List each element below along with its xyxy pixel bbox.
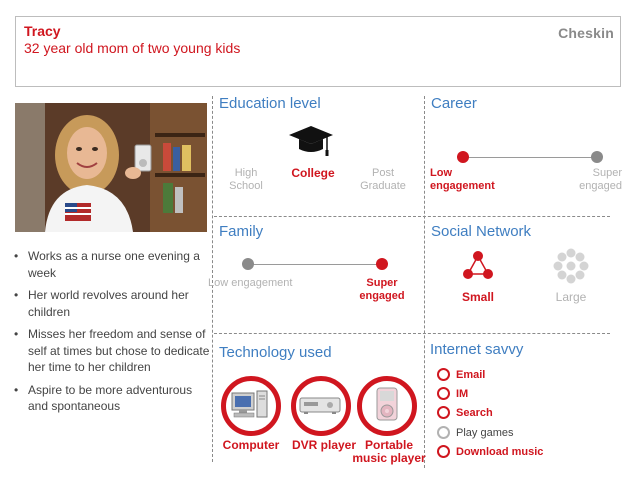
career-low-marker — [457, 151, 469, 163]
career-high-label: Super engaged — [579, 167, 622, 192]
technology-music-player-label: Portable music player — [352, 438, 426, 465]
inactive-dot-icon — [437, 426, 450, 439]
internet-item-im: IM — [437, 386, 468, 402]
education-post-graduate-label: Post Graduate — [360, 167, 406, 192]
career-scale-track — [463, 157, 597, 158]
large-network-icon — [552, 248, 590, 289]
internet-item-download-music: Download music — [437, 444, 543, 460]
technology-title: Technology used — [219, 344, 332, 361]
social-large-label: Large — [555, 290, 587, 304]
persona-name: Tracy — [24, 23, 61, 39]
persona-bullets — [14, 248, 212, 421]
music-player-icon — [373, 386, 401, 427]
technology-dvr-label: DVR player — [291, 438, 357, 452]
bullet-item: • Aspire to be more adventurous and spontaneous — [14, 382, 212, 415]
active-dot-icon — [437, 387, 450, 400]
technology-computer-label: Computer — [222, 438, 280, 452]
active-dot-icon — [437, 368, 450, 381]
career-low-label: Low engagement — [430, 167, 495, 192]
active-dot-icon — [437, 406, 450, 419]
education-high-school-label: High School — [229, 167, 263, 192]
persona-photo — [15, 103, 207, 232]
social-network-title: Social Network — [431, 223, 532, 240]
education-college-label: College — [291, 166, 335, 180]
small-network-icon — [462, 250, 494, 285]
family-scale-track — [248, 264, 382, 265]
family-high-label: Super engaged — [359, 277, 405, 302]
family-high-marker — [376, 258, 388, 270]
family-title: Family — [219, 223, 264, 240]
education-title: Education level — [219, 95, 321, 112]
bullet-item: • Works as a nurse one evening a week — [14, 248, 212, 281]
divider-horizontal-top — [214, 216, 610, 217]
family-low-marker — [242, 258, 254, 270]
career-high-marker — [591, 151, 603, 163]
divider-vertical-middle — [424, 96, 425, 468]
graduation-cap-icon — [287, 124, 335, 167]
active-dot-icon — [437, 445, 450, 458]
career-title: Career — [431, 95, 477, 112]
dvr-player-icon — [298, 393, 342, 422]
social-small-label: Small — [461, 290, 494, 304]
bullet-item: • Her world revolves around her children — [14, 287, 212, 320]
bullet-item: • Misses her freedom and sense of self at times but chose to dedicate her time to her children — [14, 326, 212, 376]
internet-item-search: Search — [437, 405, 493, 421]
computer-icon — [230, 387, 270, 426]
brand-logo: Cheskin — [558, 25, 614, 41]
internet-item-play-games: Play games — [437, 425, 513, 441]
family-low-label: Low engagement — [208, 277, 293, 289]
persona-description: 32 year old mom of two young kids — [24, 40, 241, 56]
internet-savvy-title: Internet savvy — [430, 341, 524, 358]
divider-horizontal-bottom — [214, 333, 610, 334]
internet-item-email: Email — [437, 367, 485, 383]
